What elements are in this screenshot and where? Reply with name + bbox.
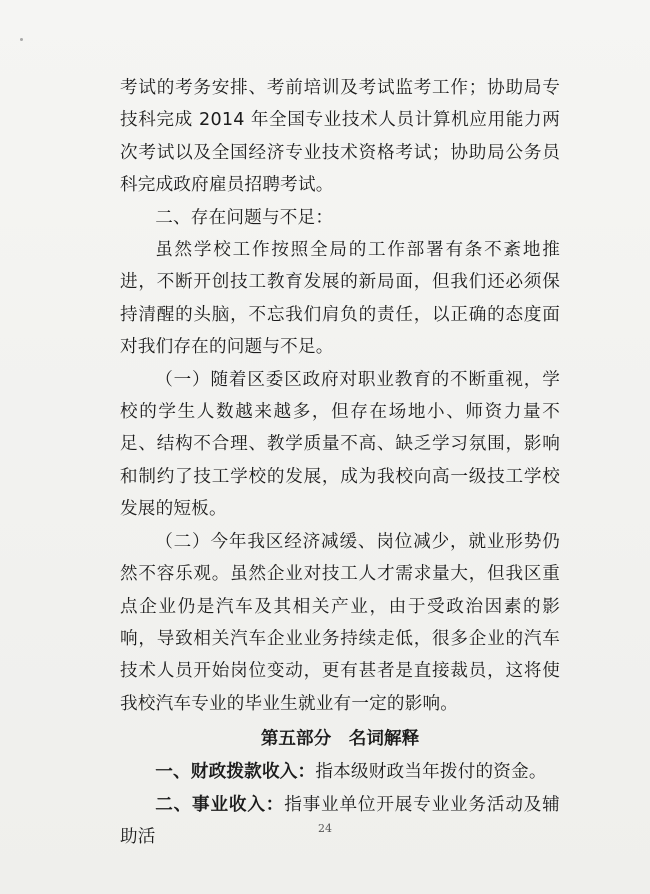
definition-business-income <box>120 789 560 854</box>
paragraph-exam-work: 考试的考务安排、考前培训及考试监考工作；协助局专技科完成 2014 年全国专业技术人员计算机应用能力两次考试以及全国经济专业技术资格考试；协助局公务员科完成政府雇员招聘考试。 <box>120 78 560 196</box>
definition-fiscal-appropriation <box>120 756 560 788</box>
definition-text: 指本级财政当年拨付的资金。 <box>315 762 547 783</box>
definition-term: 一、财政拨款收入： <box>155 762 316 783</box>
section-title: 第五部分 名词解释 <box>260 729 420 750</box>
definition-term: 二、事业收入： <box>155 794 285 815</box>
scan-speck <box>20 38 23 41</box>
document-body <box>120 72 560 853</box>
paragraph-problems-intro: 虽然学校工作按照全局的工作部署有条不紊地推进，不断开创技工教育发展的新局面，但我们还必须保持清醒的头脑，不忘我们肩负的责任，以正确的态度面对我们存在的问题与不足。 <box>120 240 560 358</box>
page-number: 24 <box>318 822 332 835</box>
paragraph-problem-two: （二）今年我区经济减缓、岗位减少，就业形势仍然不容乐观。虽然企业对技工人才需求量大，但我区重点企业仍是汽车及其相关产业，由于受政治因素的影响，导致相关汽车企业业务持续走低，很多企业的汽车技术人员开始岗位变动，更有甚者是直接裁员，这将使我校汽车专业的毕业生就业有一定的影响。 <box>120 531 560 714</box>
heading-problems: 二、存在问题与不足： <box>155 207 334 228</box>
paragraph-problem-one: （一）随着区委区政府对职业教育的不断重视，学校的学生人数越来越多，但存在场地小、师资力量不足、结构不合理、教学质量不高、缺乏学习氛围，影响和制约了技工学校的发展，成为我校向高一级技工学校发展的短板。 <box>120 369 560 520</box>
definition-text: 指事业单位开展专业业务活动及辅助活 <box>120 794 560 847</box>
